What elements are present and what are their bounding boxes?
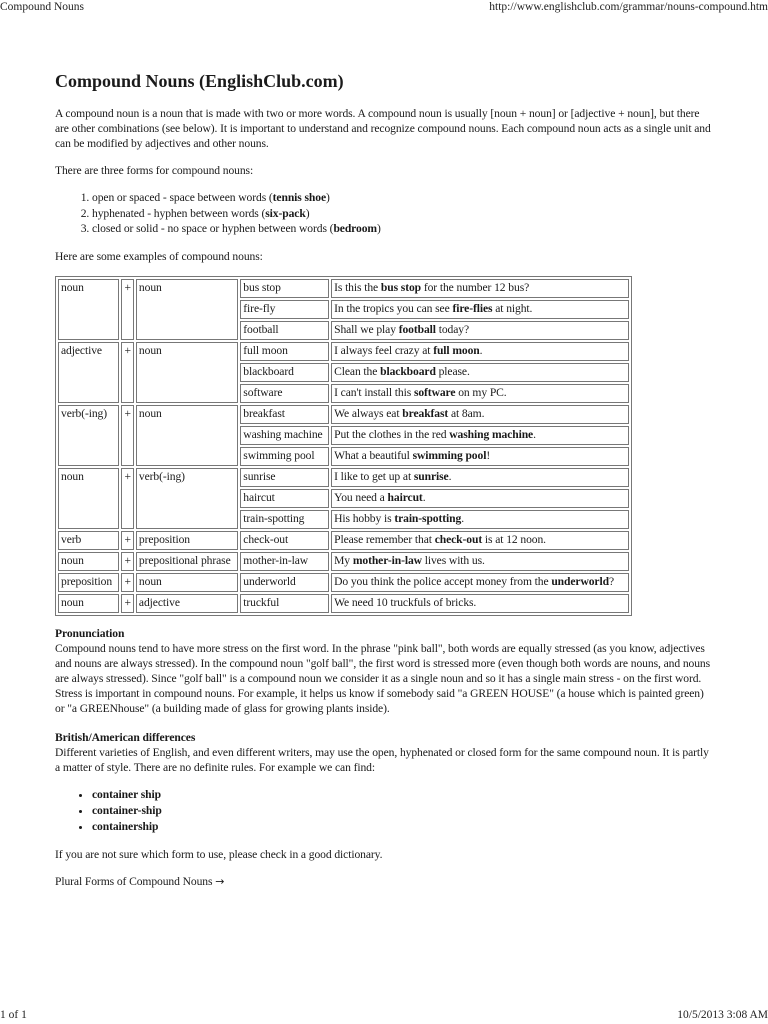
word-type-second: noun [136, 342, 238, 403]
table-row [58, 552, 629, 571]
example-sentence: Clean the blackboard please. [331, 363, 629, 382]
compound-noun: underworld [240, 573, 329, 592]
plus-sign: + [121, 468, 133, 529]
dictionary-note: If you are not sure which form to use, please check in a good dictionary. [55, 847, 383, 861]
pronunciation-text: Compound nouns tend to have more stress on the first word. In the phrase "pink ball", both words are equally stressed (as you know, adjectives and nouns are always stressed). In the compound noun "golf ball", the first word is stressed more (even though both words are nouns, and nouns are always stressed). Since "golf ball" is a compound noun we consider it as a single noun and so it has a single main stress - on the first word. Stress is important in compound nouns. For example, it helps us know if somebody said "a GREEN HOUSE" (a house which is painted green) or "a GREENhouse" (a building made of glass for growing plants inside). [55, 641, 711, 715]
list-item: 1. open or spaced - space between words (tennis shoe) [92, 190, 715, 206]
example-sentence: Shall we play football today? [331, 321, 629, 340]
word-type-first: verb [58, 531, 119, 550]
print-header [0, 0, 768, 16]
table-row [58, 531, 629, 550]
word-type-second: verb(-ing) [136, 468, 238, 529]
example-sentence: My mother-in-law lives with us. [331, 552, 629, 571]
print-header-url: http://www.englishclub.com/grammar/nouns-compound.htm [489, 1, 768, 13]
plus-sign: + [121, 573, 133, 592]
example-sentence: Do you think the police accept money from the underworld? [331, 573, 629, 592]
table-row [58, 573, 629, 592]
table-row [58, 279, 629, 298]
spelling-variants-list [55, 787, 715, 835]
page-title: Compound Nouns (EnglishClub.com) [55, 71, 344, 91]
plus-sign: + [121, 531, 133, 550]
list-item: 2. hyphenated - hyphen between words (six-pack) [92, 206, 715, 222]
example-sentence: His hobby is train-spotting. [331, 510, 629, 529]
word-type-first: noun [58, 468, 119, 529]
word-type-first: preposition [58, 573, 119, 592]
examples-intro: Here are some examples of compound nouns: [55, 249, 263, 263]
word-type-first: noun [58, 552, 119, 571]
word-type-second: prepositional phrase [136, 552, 238, 571]
compound-noun: software [240, 384, 329, 403]
british-american-text: Different varieties of English, and even different writers, may use the open, hyphenated or closed form for the same compound noun. It is partly a matter of style. There are no definite rules. For example we can find: [55, 745, 709, 774]
list-item: 3. closed or solid - no space or hyphen between words (bedroom) [92, 221, 715, 237]
compound-noun: blackboard [240, 363, 329, 382]
example-sentence: I can't install this software on my PC. [331, 384, 629, 403]
example-sentence: Please remember that check-out is at 12 noon. [331, 531, 629, 550]
print-header-title: Compound Nouns [0, 1, 85, 13]
plus-sign: + [121, 594, 133, 613]
compound-noun: truckful [240, 594, 329, 613]
pronunciation-section [55, 626, 715, 716]
example-sentence: We always eat breakfast at 8am. [331, 405, 629, 424]
table-row [58, 342, 629, 361]
table-row [58, 468, 629, 487]
table-row [58, 405, 629, 424]
example-sentence: I always feel crazy at full moon. [331, 342, 629, 361]
compound-noun: check-out [240, 531, 329, 550]
word-type-second: noun [136, 405, 238, 466]
word-type-first: verb(-ing) [58, 405, 119, 466]
example-sentence: Put the clothes in the red washing machine. [331, 426, 629, 445]
example-sentence: Is this the bus stop for the number 12 bus? [331, 279, 629, 298]
word-type-first: noun [58, 594, 119, 613]
compound-noun: football [240, 321, 329, 340]
compound-noun: haircut [240, 489, 329, 508]
british-american-section [55, 730, 715, 775]
print-timestamp: 10/5/2013 3:08 AM [677, 1009, 768, 1021]
compound-noun: sunrise [240, 468, 329, 487]
example-sentence: We need 10 truckfuls of bricks. [331, 594, 629, 613]
table-row [58, 594, 629, 613]
example-sentence: What a beautiful swimming pool! [331, 447, 629, 466]
list-item: • container-ship [92, 803, 715, 819]
word-type-first: noun [58, 279, 119, 340]
forms-intro: There are three forms for compound nouns: [55, 164, 254, 177]
compound-noun: fire-fly [240, 300, 329, 319]
word-type-first: adjective [58, 342, 119, 403]
plus-sign: + [121, 342, 133, 403]
word-type-second: preposition [136, 531, 238, 550]
example-sentence: You need a haircut. [331, 489, 629, 508]
example-sentence: In the tropics you can see fire-flies at night. [331, 300, 629, 319]
compound-noun: breakfast [240, 405, 329, 424]
pronunciation-title: Pronunciation [55, 626, 125, 640]
word-type-second: adjective [136, 594, 238, 613]
examples-table [55, 276, 632, 616]
next-page-link[interactable]: Plural Forms of Compound Nouns → [55, 874, 225, 888]
compound-noun: washing machine [240, 426, 329, 445]
british-american-title: British/American differences [55, 730, 196, 744]
plus-sign: + [121, 405, 133, 466]
plus-sign: + [121, 552, 133, 571]
page-content [55, 70, 715, 901]
list-item: • containership [92, 819, 715, 835]
compound-noun: swimming pool [240, 447, 329, 466]
print-footer [0, 1008, 768, 1024]
word-type-second: noun [136, 573, 238, 592]
compound-noun: train-spotting [240, 510, 329, 529]
compound-noun: full moon [240, 342, 329, 361]
arrow-right-icon: → [215, 874, 225, 888]
list-item: • container ship [92, 787, 715, 803]
intro-paragraph: A compound noun is a noun that is made with two or more words. A compound noun is usually [noun + noun] or [adjective + noun], but there are other combinations (see below). It is important to understand and recognize compound nouns. Each compound noun acts as a single unit and can be modified by adjectives and other nouns. [55, 107, 711, 150]
page-count: 1 of 1 [0, 1009, 27, 1021]
compound-noun: mother-in-law [240, 552, 329, 571]
compound-noun: bus stop [240, 279, 329, 298]
word-type-second: noun [136, 279, 238, 340]
plus-sign: + [121, 279, 133, 340]
forms-list [55, 190, 715, 237]
example-sentence: I like to get up at sunrise. [331, 468, 629, 487]
